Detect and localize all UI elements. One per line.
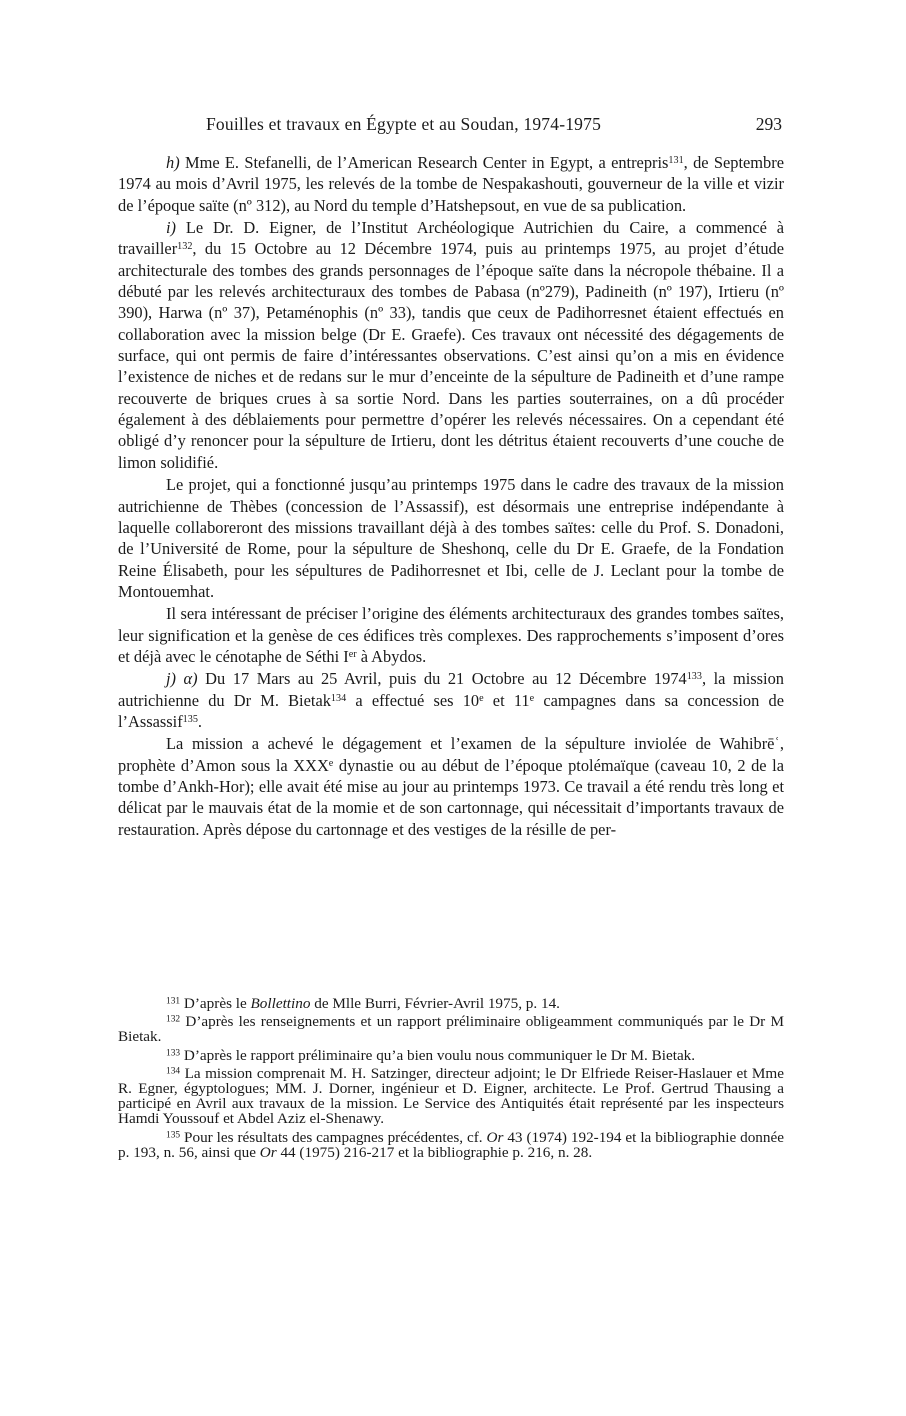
note-marker: 131 — [668, 154, 684, 166]
footnote — [118, 1048, 784, 1063]
running-title: Fouilles et travaux en Égypte et au Soudan, 1974-1975 — [206, 114, 602, 134]
note-marker: 132 — [166, 1014, 181, 1025]
note-marker: e — [479, 692, 484, 704]
paragraph — [118, 733, 784, 840]
text-run: La mission a achevé le dégagement et l’examen de la sépulture inviolée de Wahibrēʿ, prophète d’Amon sous la XXX — [118, 734, 784, 775]
paragraph — [118, 668, 784, 732]
paragraph — [118, 603, 784, 667]
text-run: , la mission autrichienne du Dr M. Bietak — [118, 669, 784, 710]
text-run: à Abydos. — [356, 646, 427, 666]
note-marker: e — [529, 692, 535, 704]
footnote — [118, 1014, 784, 1044]
footnote — [118, 1130, 784, 1160]
note-marker: er — [348, 648, 357, 660]
text-run: Le Dr. D. Eigner, de l’Institut Archéologique Autrichien du Caire, a commencé à travailler — [118, 218, 784, 259]
paragraph — [118, 217, 784, 473]
running-head — [118, 114, 786, 138]
italic-text: h) — [166, 153, 180, 172]
text-run: campagnes dans sa concession de l’Assassif — [118, 690, 784, 731]
body-text — [118, 152, 784, 840]
italic-text: i) — [166, 218, 177, 238]
text-run: Mme E. Stefanelli, de l’American Research Center in Egypt, a entrepris — [179, 153, 669, 172]
note-marker: 135 — [166, 1129, 181, 1140]
italic-text: j) α) — [166, 669, 198, 689]
note-marker: e — [328, 757, 334, 769]
note-marker: 134 — [330, 692, 347, 704]
note-marker: 135 — [182, 713, 198, 725]
note-marker: 132 — [177, 241, 193, 253]
text-run: de Mlle Burri, Février-Avril 1975, p. 14. — [310, 995, 560, 1012]
text-run: Du 17 Mars au 25 Avril, puis du 21 Octobre au 12 Décembre 1974 — [197, 669, 687, 689]
text-run: Le projet, qui a fonctionné jusqu’au printemps 1975 dans le cadre des travaux de la mission autrichienne de Thèbes (concession de l’Assassif), est désormais une entreprise indépendante à laquelle collaboreront des missions travaillant déjà à des tombes saïtes: celle du Prof. S. Donadoni, de l’Université de Rome, pour la sépulture de Sheshonq, celle du Dr E. Graefe, de la Fondation Reine Élisabeth, pour les sépultures de Padihorresnet et Ibi, celle de J. Leclant pour la tombe de Montouemhat. — [118, 475, 784, 601]
text-run: . — [197, 711, 202, 731]
footnote — [118, 996, 784, 1011]
text-run: D’après le — [180, 995, 251, 1012]
italic-text: Or — [259, 1143, 277, 1161]
paragraph — [118, 152, 784, 216]
text-run: 44 (1975) 216-217 et la bibliographie p. 216, n. 28. — [276, 1143, 593, 1161]
text-run: 43 (1974) 192-194 et la bibliographie donnée p. 193, n. 56, ainsi que — [118, 1128, 784, 1161]
text-run: Pour les résultats des campagnes précédentes, cf. — [180, 1128, 487, 1146]
text-run: et 11 — [483, 690, 530, 710]
paragraph — [118, 474, 784, 602]
text-run: D’après les renseignements et un rapport préliminaire obligeamment communiqués par le Dr M Bietak. — [118, 1013, 784, 1046]
italic-text: Or — [486, 1128, 504, 1146]
note-marker: 133 — [686, 671, 702, 683]
page-number: 293 — [755, 114, 782, 134]
note-marker: 131 — [166, 996, 181, 1007]
note-marker: 133 — [166, 1047, 181, 1058]
footnote — [118, 1066, 784, 1127]
italic-text: Bollettino — [250, 995, 311, 1012]
text-run: dynastie ou au début de l’époque ptolémaïque (caveau 10, 2 de la tombe d’Ankh-Hor); elle avait été mise au jour au printemps 1973. Ce travail a été rendu très long et délicat par le mauvais état de la momie et de son cartonnage, qui nécessitait d’importants travaux de restauration. Après dépose du cartonnage et des vestiges de la résille de per- — [118, 755, 784, 839]
text-run: D’après le rapport préliminaire qu’a bien voulu nous communiquer le Dr M. Bietak. — [180, 1046, 696, 1064]
text-run: Il sera intéressant de préciser l’origine des éléments architecturaux des grandes tombes saïtes, leur signification et la genèse de ces édifices très complexes. Des rapprochements s’imposent d’ores et déjà avec le cénotaphe de Séthi I — [118, 604, 784, 666]
text-run: , de Septembre 1974 au mois d’Avril 1975, les relevés de la tombe de Nespakashouti, gouverneur de la ville et vizir de l’époque saïte (nº 312), au Nord du temple d’Hatshepsout, en vue de sa publication. — [118, 153, 784, 215]
text-run: , du 15 Octobre au 12 Décembre 1974, puis au printemps 1975, au projet d’étude architecturale des tombes des grands personnages de l’époque saïte dans la nécropole thébaine. Il a débuté par les relevés architecturaux des tombes de Pabasa (nº279), Padineith (nº 197), Irtieru (nº 390), Harwa (nº 37), Petaménophis (nº 33), tandis que ceux de Padihorresnet étaient effectués en collaboration avec la mission belge (Dr E. Graefe). Ces travaux ont nécessité des dégagements de surface, qui ont permis de faire d’intéressantes observations. C’est ainsi qu’on a mis en évidence l’existence de niches et de redans sur le mur d’enceinte de la sépulture de Padineith et d’une rampe recouverte de briques crues à sa sortie Nord. Dans les parties souterraines, on a dû procéder également à des déblaiements pour permettre d’opérer les relevés nécessaires. On a cependant été obligé d’y renoncer pour la sépulture de Irtieru, dont les détritus étaient recouverts d’une couche de limon solidifié. — [118, 239, 784, 472]
footnotes — [118, 996, 784, 1163]
text-run: a effectué ses 10 — [346, 690, 480, 710]
text-run: La mission comprenait M. H. Satzinger, directeur adjoint; le Dr Elfriede Reiser-Haslauer et Mme R. Egner, égyptologues; MM. J. Dorner, ingénieur et D. Eigner, architecte. Le Prof. Gertrud Thausing a participé en Avril aux travaux de la mission. Le Service des Antiquités était représenté par les inspecteurs Hamdi Youssouf et Abdel Aziz el-Shenawy. — [118, 1064, 784, 1128]
note-marker: 134 — [166, 1066, 181, 1077]
